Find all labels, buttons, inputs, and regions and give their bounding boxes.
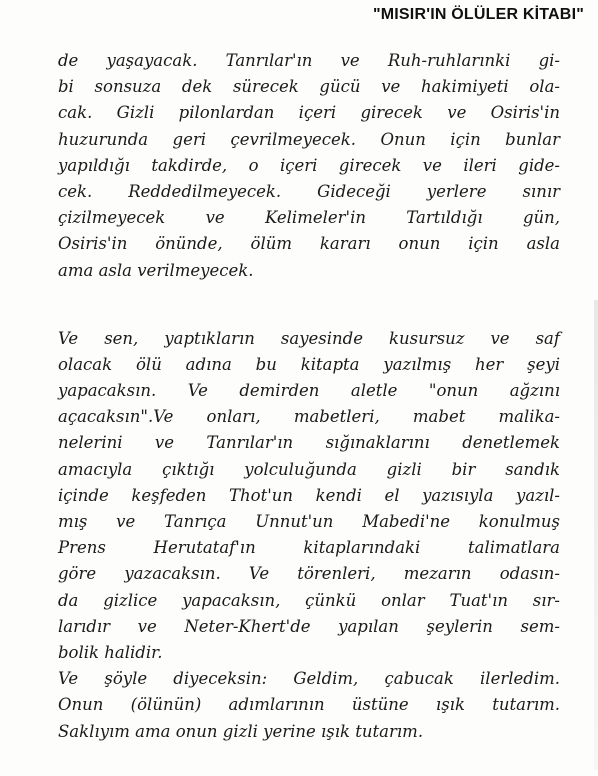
text-line: göre yazacaksın. Ve törenleri, mezarın odasın- (58, 564, 560, 584)
text-line: bi sonsuza dek sürecek gücü ve hakimiyeti ola- (58, 77, 560, 97)
text-line: Ve sen, yaptıkların sayesinde kusursuz ve saf (58, 328, 560, 348)
text-line: cak. Gizli pilonlardan içeri girecek ve Osiris'in (58, 103, 560, 123)
page-edge-shadow (594, 300, 598, 770)
text-line: yapacaksın. Ve demirden aletle "onun ağzını (58, 381, 560, 401)
text-line: yapıldığı takdirde, o içeri girecek ve ileri gide- (58, 155, 560, 175)
text-line: içinde keşfeden Thot'un kendi el yazısıyla yazıl- (58, 485, 560, 505)
paragraph-1 (58, 48, 560, 284)
text-line: bolik halidir. (58, 642, 163, 662)
text-line: Osiris'in önünde, ölüm kararı onun için asla (58, 234, 560, 254)
paragraph-2 (58, 326, 560, 666)
text-line: larıdır ve Neter-Khert'de yapılan şeylerin sem- (58, 616, 560, 636)
text-line: Onun (ölünün) adımlarının üstüne ışık tutarım. (58, 695, 560, 715)
text-line: huzurunda geri çevrilmeyecek. Onun için bunlar (58, 129, 560, 149)
text-line: açacaksın".Ve onları, mabetleri, mabet malika- (58, 407, 560, 427)
text-line: nelerini ve Tanrılar'ın sığınaklarını denetlemek (58, 433, 560, 453)
paragraph-gap (58, 284, 560, 326)
body-text (58, 48, 560, 745)
text-line: ama asla verilmeyecek. (58, 260, 254, 280)
text-line: de yaşayacak. Tanrılar'ın ve Ruh-ruhlarınki gi- (58, 51, 560, 70)
text-line: olacak ölü adına bu kitapta yazılmış her şeyi (58, 354, 560, 374)
text-line: amacıyla çıktığı yolculuğunda gizli bir sandık (58, 459, 560, 479)
text-line: Prens Herutataf'ın kitaplarındaki talimatlara (58, 538, 560, 558)
text-line: çizilmeyecek ve Kelimeler'in Tartıldığı gün, (58, 208, 560, 228)
text-line: Saklıyım ama onun gizli yerine ışık tutarım. (58, 721, 424, 741)
text-line: Ve şöyle diyeceksin: Geldim, çabucak ilerledim. (58, 669, 560, 689)
running-header: "MISIR'IN ÖLÜLER KİTABI" (372, 6, 584, 23)
text-line: cek. Reddedilmeyecek. Gideceği yerlere sınır (58, 181, 560, 201)
text-line: da gizlice yapacaksın, çünkü onlar Tuat'ın sır- (58, 590, 560, 610)
text-line: mış ve Tanrıça Unnut'un Mabedi'ne konulmuş (58, 512, 560, 531)
paragraph-3 (58, 666, 560, 745)
